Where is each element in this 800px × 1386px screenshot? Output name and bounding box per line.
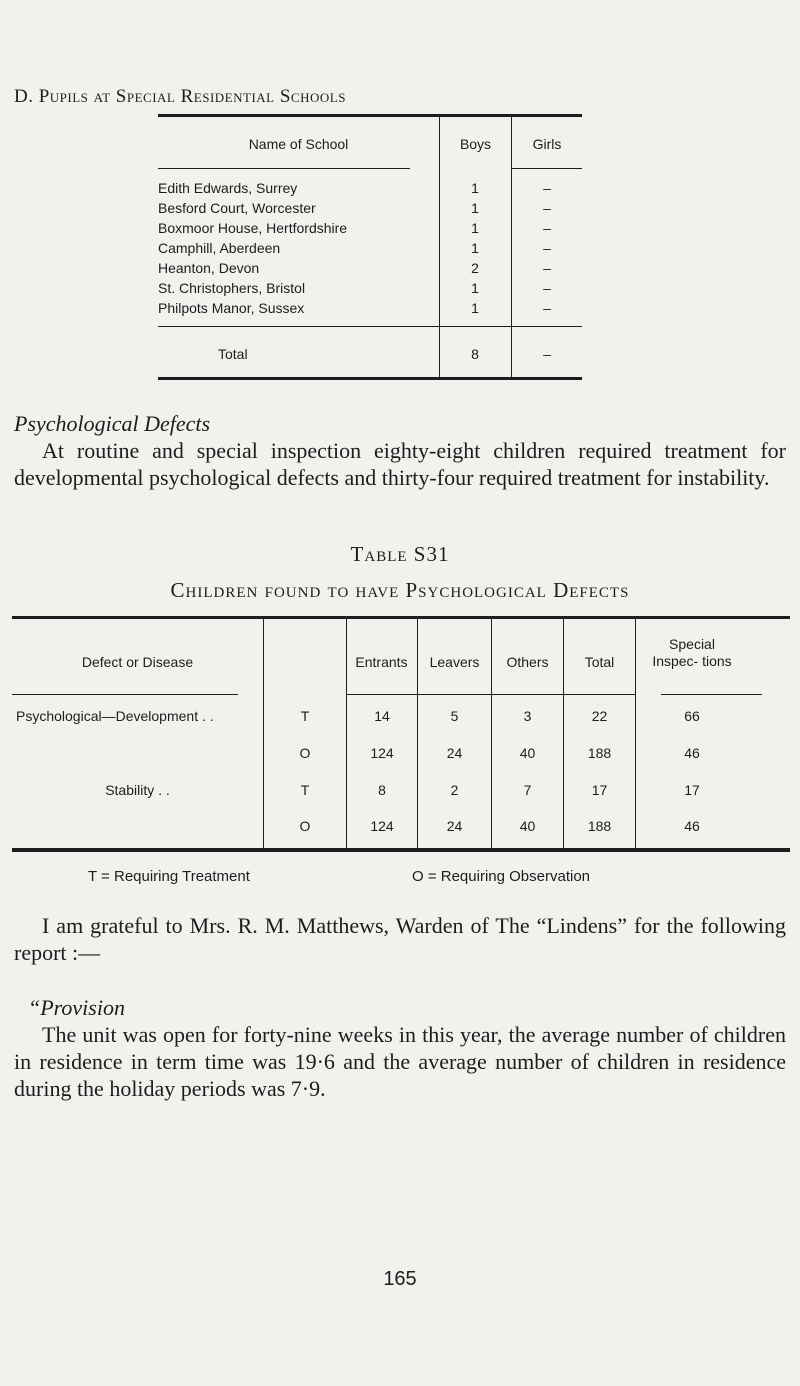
defect-label: Stability . . [105, 782, 170, 798]
header-rule [661, 694, 762, 695]
entrants-cell: 8 [378, 782, 386, 798]
provision-section [14, 994, 786, 1102]
girls-count: – [543, 220, 551, 236]
header-leavers: Leavers [429, 654, 480, 670]
leavers-cell: 2 [450, 782, 459, 798]
psychological-defects-section [14, 410, 786, 491]
total-label: Total [218, 346, 248, 362]
school-name: Edith Edwards, Surrey [158, 180, 298, 196]
psychological-defects-paragraph: At routine and special inspection eighty-eight children required treatment for developmental psychological defects and thirty-four required treatment for instability. [14, 438, 786, 490]
school-name: Besford Court, Worcester [158, 200, 316, 216]
girls-count: – [543, 260, 551, 276]
header-rule [158, 168, 410, 169]
school-name: Camphill, Aberdeen [158, 240, 281, 256]
others-cell: 3 [523, 708, 532, 724]
girls-count: – [543, 280, 551, 296]
table-rule [12, 848, 790, 852]
entrants-cell: 14 [374, 708, 390, 724]
header-rule [346, 694, 635, 695]
leavers-cell: 5 [450, 708, 459, 724]
total-cell: 188 [587, 818, 612, 834]
boys-count: 1 [471, 300, 479, 316]
header-total: Total [584, 654, 615, 670]
page-number: 165 [383, 1268, 417, 1290]
others-cell: 40 [519, 745, 536, 761]
schools-table [158, 114, 582, 380]
total-boys: 8 [471, 346, 479, 362]
special-cell: 17 [684, 782, 700, 798]
others-cell: 40 [519, 818, 536, 834]
school-name: Boxmoor House, Hertfordshire [158, 220, 348, 236]
school-name: St. Christophers, Bristol [158, 280, 306, 296]
total-girls: – [543, 346, 551, 362]
total-cell: 17 [591, 782, 608, 798]
header-rule [12, 694, 238, 695]
table-rule [158, 114, 582, 117]
girls-count: – [543, 180, 551, 196]
column-divider [635, 616, 636, 852]
legend-observation: O = Requiring Observation [412, 868, 591, 885]
total-cell: 188 [587, 745, 612, 761]
header-entrants: Entrants [355, 654, 408, 670]
entrants-cell: 124 [370, 818, 394, 834]
entrants-cell: 124 [370, 745, 394, 761]
table-subtitle: Children found to have Psychological Defects [170, 578, 630, 602]
school-name: Heanton, Devon [158, 260, 260, 276]
boys-count: 1 [471, 280, 479, 296]
provision-paragraph: The unit was open for forty-nine weeks in this year, the average number of children in residence in term time was 19·6 and the average number of children in residence during the holiday periods was 7·9. [14, 1022, 786, 1101]
total-rule [158, 326, 582, 327]
special-cell: 46 [684, 745, 700, 761]
girls-count: – [543, 300, 551, 316]
others-cell: 7 [523, 782, 532, 798]
leavers-cell: 24 [446, 745, 463, 761]
code-cell: O [299, 818, 311, 834]
provision-heading: “Provision [28, 995, 125, 1020]
boys-count: 1 [471, 220, 479, 236]
defects-table [12, 616, 790, 852]
special-cell: 66 [684, 708, 700, 724]
table-title: Table S31 [350, 542, 450, 566]
legend-treatment: T = Requiring Treatment [88, 868, 250, 885]
grateful-paragraph: I am grateful to Mrs. R. M. Matthews, Warden of The “Lindens” for the following report :— [14, 913, 786, 965]
header-defect: Defect or Disease [81, 654, 194, 670]
total-cell: 22 [591, 708, 608, 724]
code-cell: T [300, 708, 310, 724]
code-cell: O [299, 745, 311, 761]
leavers-cell: 24 [446, 818, 463, 834]
defect-label: Psychological—Development . . [16, 708, 214, 724]
table-rule [158, 377, 582, 380]
school-name: Philpots Manor, Sussex [158, 300, 305, 316]
header-name-of-school: Name of School [248, 136, 349, 152]
boys-count: 1 [471, 240, 479, 256]
section-heading: D. Pupils at Special Residential Schools [14, 86, 346, 107]
special-cell: 46 [684, 818, 700, 834]
girls-count: – [543, 200, 551, 216]
boys-count: 1 [471, 200, 479, 216]
header-others: Others [506, 654, 549, 670]
header-special-inspections: Special Inspec- tions [652, 636, 732, 669]
header-boys: Boys [459, 136, 492, 152]
table-rule [12, 616, 790, 619]
psychological-defects-heading: Psychological Defects [14, 411, 211, 436]
girls-count: – [543, 240, 551, 256]
code-cell: T [300, 782, 310, 798]
boys-count: 1 [471, 180, 479, 196]
boys-count: 2 [471, 260, 479, 276]
header-rule [511, 168, 582, 169]
header-girls: Girls [532, 136, 562, 152]
